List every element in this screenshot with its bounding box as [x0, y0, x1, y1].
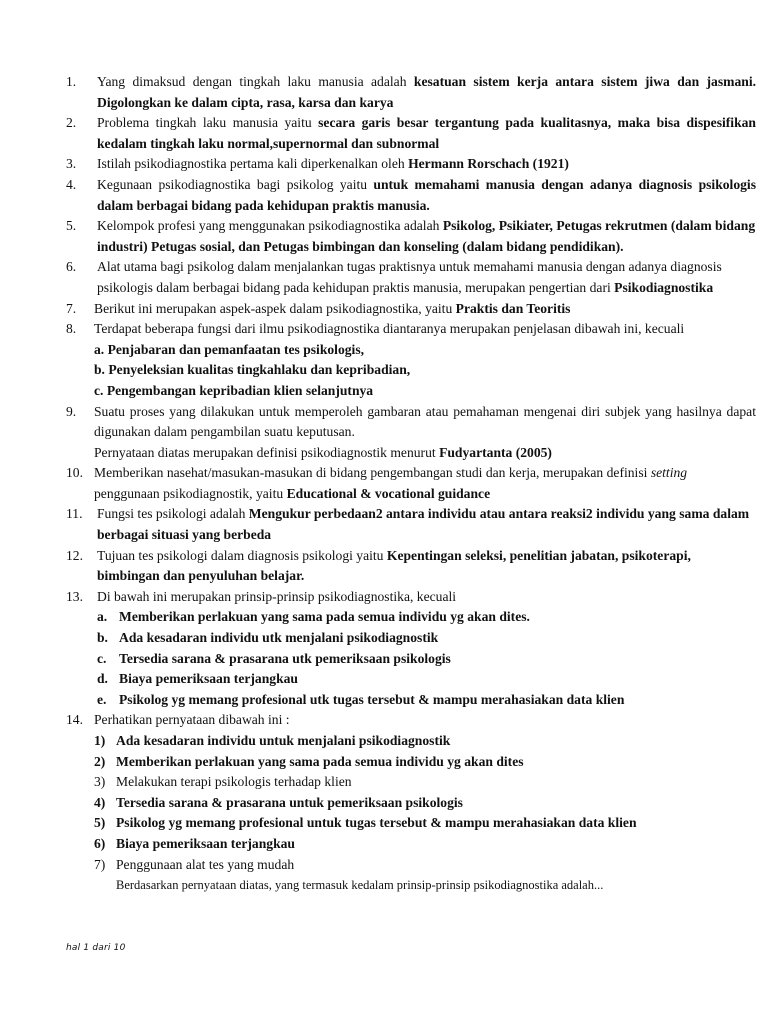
item-number: 13. [66, 588, 83, 604]
option-c [97, 649, 756, 670]
item-number: 8. [66, 321, 77, 337]
item-text: Kegunaan psikodiagnostika bagi psikolog yaitu [97, 176, 374, 192]
statement-7 [94, 855, 756, 876]
item-answer: untuk memahami manusia dengan adanya diagnosis psikologis dalam berbagai bidang pada kehidupan praktis manusia. [97, 176, 756, 213]
item-italic-term: setting [650, 465, 688, 481]
option-marker: b. [97, 630, 108, 646]
statement-marker: 5) [94, 815, 106, 831]
statement-5 [94, 813, 756, 834]
list-item-4 [66, 175, 756, 216]
item-number: 9. [66, 403, 77, 419]
item-number: 7. [66, 300, 77, 316]
statement-text: Psikolog yg memang profesional untuk tugas tersebut & mampu merahasiakan data klien [116, 815, 637, 831]
list-item-2 [66, 113, 756, 154]
statement-marker: 6) [94, 835, 106, 851]
option-text: Ada kesadaran individu utk menjalani psikodiagnostik [119, 630, 439, 646]
statement-marker: 1) [94, 733, 106, 748]
option-d [97, 669, 756, 690]
item-number: 5. [66, 218, 77, 234]
item-answer-line: b. Penyeleksian kualitas tingkahlaku dan kepribadian, [94, 362, 411, 378]
statement-1 [94, 731, 756, 752]
item-text: Alat utama bagi psikolog dalam menjalankan tugas praktisnya untuk memahami manusia dengan adanya diagnosis psikologis dalam berbagai bidang pada kehidupan praktis manusia, merupakan pengertian dari [97, 259, 722, 295]
item-answer: Psikolog, Psikiater, Petugas rekrutmen (dalam bidang industri) Petugas sosial, dan Petugas bimbingan dan konseling (dalam bidang pendidikan). [97, 218, 756, 254]
statement-text: Biaya pemeriksaan terjangkau [116, 835, 295, 851]
item-text: Kelompok profesi yang menggunakan psikodiagnostika adalah [97, 218, 443, 234]
list-item-11 [66, 504, 756, 545]
item-number: 11. [66, 506, 83, 522]
list-item-10 [66, 463, 756, 504]
option-marker: c. [97, 650, 107, 666]
item-text: Yang dimaksud dengan tingkah laku manusia adalah [97, 74, 414, 89]
item-followup-text: Pernyataan diatas merupakan definisi psikodiagnostik menurut [94, 444, 440, 460]
option-text: Biaya pemeriksaan terjangkau [119, 671, 298, 687]
item-answer: Mengukur perbedaan2 antara individu atau antara reaksi2 individu yang sama dalam berbagai situasi yang berbeda [97, 506, 750, 543]
item-answer: Hermann Rorschach (1921) [408, 156, 569, 172]
question-list [66, 72, 756, 896]
list-item-3 [66, 154, 756, 175]
statement-marker: 3) [94, 774, 106, 790]
list-item-8 [66, 319, 756, 401]
item-text: Fungsi tes psikologi adalah [97, 506, 249, 522]
item-number: 10. [66, 465, 83, 481]
option-marker: e. [97, 691, 107, 707]
item-text: Istilah psikodiagnostika pertama kali diperkenalkan oleh [97, 156, 409, 172]
item-text: Berikut ini merupakan aspek-aspek dalam psikodiagnostika, yaitu [94, 300, 456, 316]
statement-3 [94, 772, 756, 793]
item-text: Problema tingkah laku manusia yaitu [97, 115, 319, 131]
question-prompt: Berdasarkan pernyataan diatas, yang termasuk kedalam prinsip-prinsip psikodiagnostika adalah... [116, 878, 604, 893]
option-marker: d. [97, 671, 108, 687]
item-number: 12. [66, 547, 83, 563]
statement-text: Melakukan terapi psikologis terhadap klien [116, 774, 352, 790]
item-text: Memberikan nasehat/masukan-masukan di bidang pengembangan studi dan kerja, merupakan definisi [94, 465, 651, 481]
item-text: Terdapat beberapa fungsi dari ilmu psikodiagnostika diantaranya merupakan penjelasan dibawah ini, kecuali [94, 321, 685, 337]
list-item-14 [66, 710, 756, 895]
statement-marker: 2) [94, 753, 106, 769]
item-text: Tujuan tes psikologi dalam diagnosis psikologi yaitu [97, 547, 387, 563]
statement-text: Memberikan perlakuan yang sama pada semua individu yg akan dites [116, 753, 524, 769]
item-answer: kesatuan sistem kerja antara sistem jiwa dan jasmani. Digolongkan ke dalam cipta, rasa, karsa dan karya [97, 74, 756, 110]
item-number: 14. [66, 712, 83, 728]
statement-text: Ada kesadaran individu untuk menjalani psikodiagnostik [116, 733, 451, 748]
list-item-5 [66, 216, 756, 257]
item-text: Perhatikan pernyataan dibawah ini : [94, 712, 290, 728]
option-b [97, 628, 756, 649]
option-e [97, 690, 756, 711]
page-footer: hal 1 dari 10 [66, 943, 126, 953]
statement-marker: 4) [94, 794, 106, 810]
statement-4 [94, 793, 756, 814]
item-number: 1. [66, 74, 77, 89]
statement-6 [94, 834, 756, 855]
item-text: Di bawah ini merupakan prinsip-prinsip psikodiagnostika, kecuali [97, 588, 457, 604]
statement-marker: 7) [94, 856, 106, 872]
item-number: 6. [66, 259, 77, 275]
list-item-12 [66, 546, 756, 587]
option-text: Memberikan perlakuan yang sama pada semua individu yg akan dites. [119, 609, 530, 625]
item-answer: Fudyartanta (2005) [439, 444, 552, 460]
list-item-1 [66, 72, 756, 113]
list-item-9 [66, 402, 756, 464]
item-answer-line: a. Penjabaran dan pemanfaatan tes psikologis, [94, 341, 365, 357]
item-number: 4. [66, 176, 77, 192]
item-number: 3. [66, 156, 77, 172]
option-text: Tersedia sarana & prasarana utk pemeriksaan psikologis [119, 650, 451, 666]
option-text: Psikolog yg memang profesional utk tugas tersebut & mampu merahasiakan data klien [119, 691, 625, 707]
option-marker: a. [97, 609, 108, 625]
item-followup [94, 443, 756, 464]
item-answer: secara garis besar tergantung pada kualitasnya, maka bisa dispesifikan kedalam tingkah laku normal,supernormal dan subnormal [97, 115, 756, 151]
list-item-7 [66, 299, 756, 320]
item-answer-line: c. Pengembangan kepribadian klien selanjutnya [94, 382, 374, 398]
item-answer: Kepentingan seleksi, penelitian jabatan, psikoterapi, bimbingan dan penyuluhan belajar. [97, 547, 691, 584]
option-a [97, 607, 756, 628]
statement-text: Penggunaan alat tes yang mudah [116, 856, 295, 872]
item-number: 2. [66, 115, 77, 131]
item-answer: Praktis dan Teoritis [455, 300, 571, 316]
statement-text: Tersedia sarana & prasarana untuk pemeriksaan psikologis [116, 794, 463, 810]
item-answer: Psikodiagnostika [614, 279, 714, 295]
item-text: Suatu proses yang dilakukan untuk memperoleh gambaran atau pemahaman mengenai diri subjek yang hasilnya dapat digunakan dalam pengambilan suatu keputusan. [94, 403, 756, 440]
list-item-13 [66, 587, 756, 711]
item-answer: Educational & vocational guidance [286, 485, 491, 501]
list-item-6 [66, 257, 756, 298]
statement-2 [94, 752, 756, 773]
item-text-cont: penggunaan psikodiagnostik, yaitu [94, 485, 287, 501]
